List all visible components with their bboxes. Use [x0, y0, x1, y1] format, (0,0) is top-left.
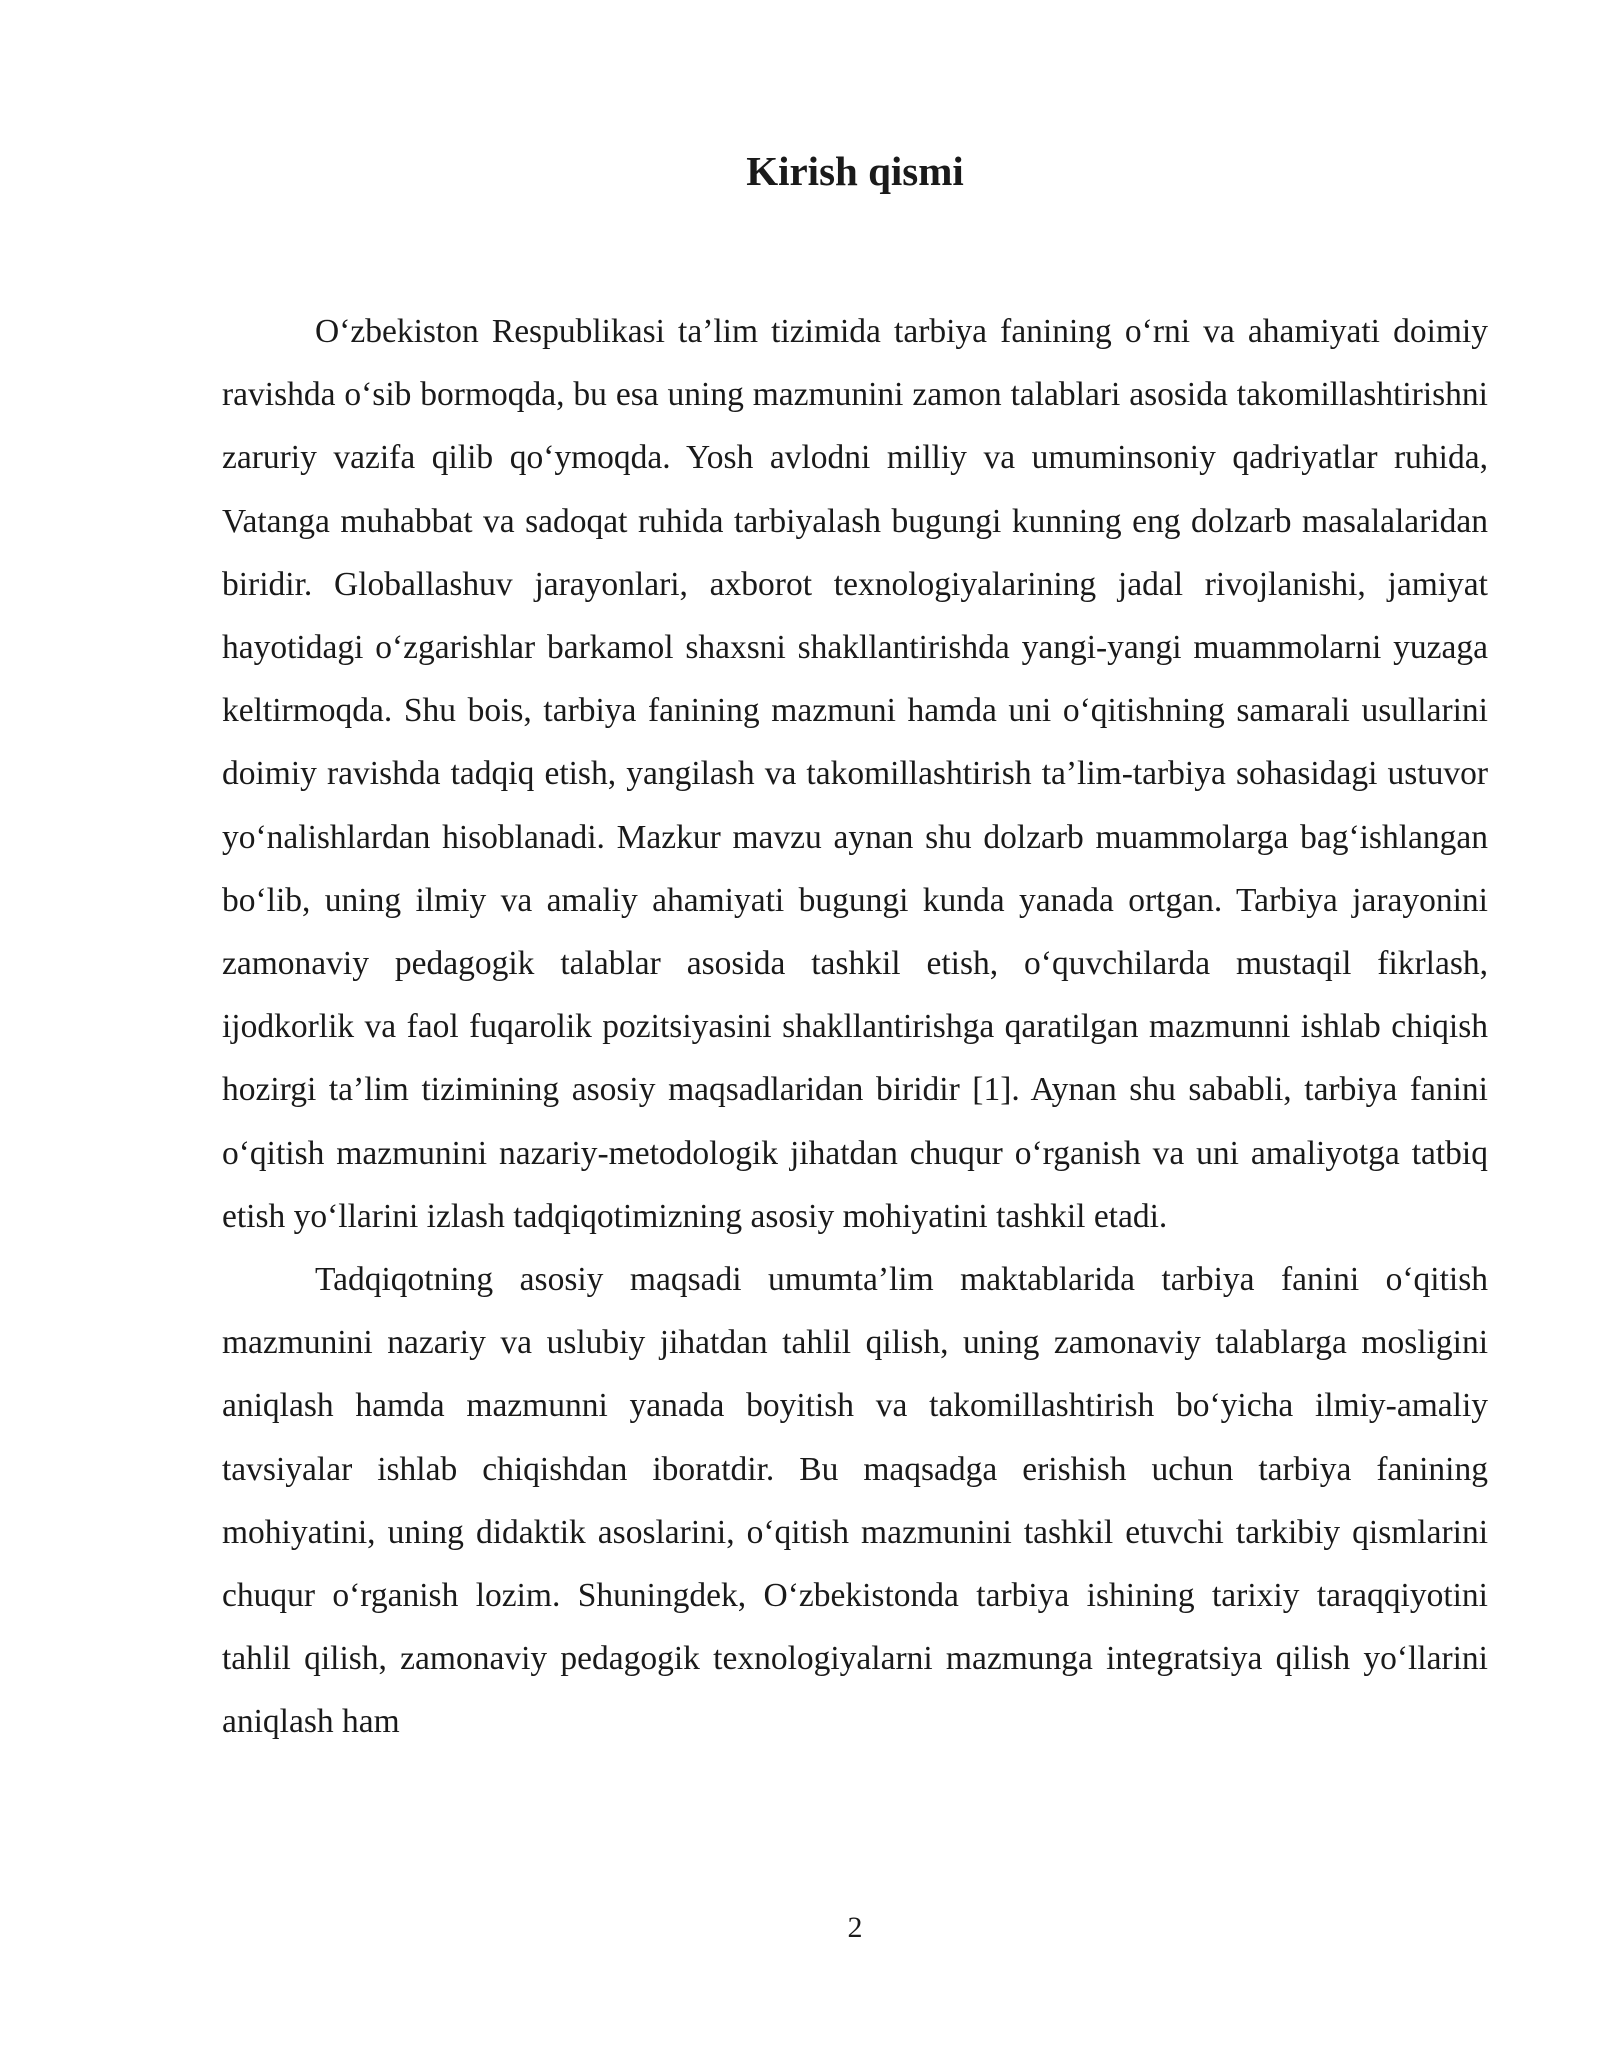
page-title: Kirish qismi — [746, 148, 964, 194]
page-number: 2 — [847, 1911, 863, 1944]
paragraph-1: O‘zbekiston Respublikasi ta’lim tizimida tarbiya fanining o‘rni va ahamiyati doimiy ravishda o‘sib bormoqda, bu esa uning mazmunini zamon talablari asosida takomillashtirishni zaruriy vazifa qilib qo‘ymoqda. Yosh avlodni milliy va umuminsoniy qadriyatlar ruhida, Vatanga muhabbat va sadoqat ruhida tarbiyalash bugungi kunning eng dolzarb masalalaridan biridir. Globallashuv jarayonlari, axborot texnologiyalarining jadal rivojlanishi, jamiyat hayotidagi o‘zgarishlar barkamol shaxsni shakllantirishda yangi-yangi muammolarni yuzaga keltirmoqda. Shu bois, tarbiya fanining mazmuni hamda uni o‘qitishning samarali usullarini doimiy ravishda tadqiq etish, yangilash va takomillashtirish ta’lim-tarbiya sohasidagi ustuvor yo‘nalishlardan hisoblanadi. Mazkur mavzu aynan shu dolzarb muammolarga bag‘ishlangan bo‘lib, uning ilmiy va amaliy ahamiyati bugungi kunda yanada ortgan. Tarbiya jarayonini zamonaviy pedagogik talablar asosida tashkil etish, o‘quvchilarda mustaqil fikrlash, ijodkorlik va faol fuqarolik pozitsiyasini shakllantirishga qaratilgan mazmunni ishlab chiqish hozirgi ta’lim tizimining asosiy maqsadlaridan biridir [1]. Aynan shu sababli, tarbiya fanini o‘qitish mazmunini nazariy-metodologik jihatdan chuqur o‘rganish va uni amaliyotga tatbiq etish yo‘llarini izlash tadqiqotimizning asosiy mohiyatini tashkil etadi. — [222, 313, 1488, 1235]
paragraph-2: Tadqiqotning asosiy maqsadi umumta’lim maktablarida tarbiya fanini o‘qitish mazmunini nazariy va uslubiy jihatdan tahlil qilish, uning zamonaviy talablarga mosligini aniqlash hamda mazmunni yanada boyitish va takomillashtirish bo‘yicha ilmiy-amaliy tavsiyalar ishlab chiqishdan iboratdir. Bu maqsadga erishish uchun tarbiya fanining mohiyatini, uning didaktik asoslarini, o‘qitish mazmunini tashkil etuvchi tarkibiy qismlarini chuqur o‘rganish lozim. Shuningdek, O‘zbekistonda tarbiya ishining tarixiy taraqqiyotini tahlil qilish, zamonaviy pedagogik texnologiyalarni mazmunga integratsiya qilish yo‘llarini aniqlash ham — [222, 1261, 1488, 1741]
document-body — [222, 300, 1488, 1754]
